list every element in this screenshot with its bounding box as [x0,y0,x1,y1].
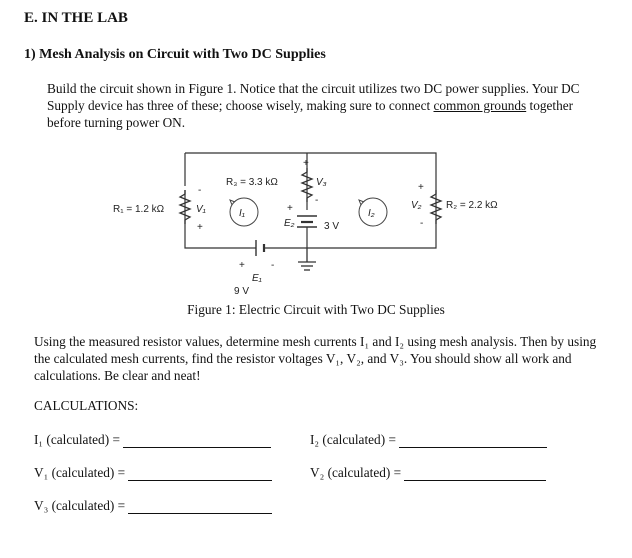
i1-field [34,432,271,448]
v2-field-label: V₂ (calculated) = [310,465,402,480]
v1-field-label: V₁ (calculated) = [34,465,126,480]
e2-value: 3 V [324,221,340,232]
e1-plus: + [239,260,245,271]
r1-label: R₁ = 1.2 kΩ [113,204,165,215]
v1-field [34,465,272,481]
v1-minus: - [198,185,202,196]
intro-text-2: together before turning power ON. [47,98,574,130]
v2-plus: + [418,182,424,193]
instructions-paragraph: Using the measured resistor values, determine mesh currents I₁ and I₂ using mesh analysis. Then by using the calculated mesh currents, find the resistor voltages V₁, V₂, and V₃. You should show all work and calculations. Be clear and neat! [34,334,597,383]
subsection-heading: 1) Mesh Analysis on Circuit with Two DC Supplies [24,47,326,62]
i1-label: I₁ [239,208,245,219]
calculations-heading: CALCULATIONS: [34,398,139,413]
i2-label: I₂ [368,208,375,219]
e1-label: E₁ [252,273,262,284]
v3-field-label: V₃ (calculated) = [34,498,126,513]
v1-label: V₁ [196,204,206,215]
i1-answer-line[interactable] [123,434,271,448]
v2-minus: - [420,218,424,229]
r3-label: R₃ = 3.3 kΩ [226,177,278,188]
i1-field-label: I₁ (calculated) = [34,432,120,447]
e2-plus: + [287,203,293,214]
e2-label: E₂ [284,218,295,229]
v3-plus: + [303,158,309,169]
common-grounds-link: common grounds [433,98,527,113]
i2-field [310,432,547,448]
v3-answer-line[interactable] [128,500,272,514]
v2-answer-line[interactable] [404,467,546,481]
v1-answer-line[interactable] [128,467,272,481]
v3-label: V₃ [316,177,327,188]
e1-minus: - [271,260,275,271]
i2-field-label: I₂ (calculated) = [310,432,396,447]
r2-label: R₂ = 2.2 kΩ [446,200,498,211]
ground-icon [298,248,316,270]
v2-field [310,465,546,481]
section-heading: E. IN THE LAB [24,10,128,26]
v2-label: V₂ [411,200,422,211]
figure-caption: Figure 1: Electric Circuit with Two DC Supplies [187,302,445,317]
v3-minus: - [315,195,319,206]
i2-answer-line[interactable] [399,434,547,448]
e1-value: 9 V [234,286,250,297]
v3-field [34,498,272,514]
intro-text-1: Build the circuit shown in Figure 1. Notice that the circuit utilizes two DC power supplies. Your DC Supply device has three of these; choose wisely, making sure to connect [47,81,580,113]
v1-plus: + [197,222,203,233]
